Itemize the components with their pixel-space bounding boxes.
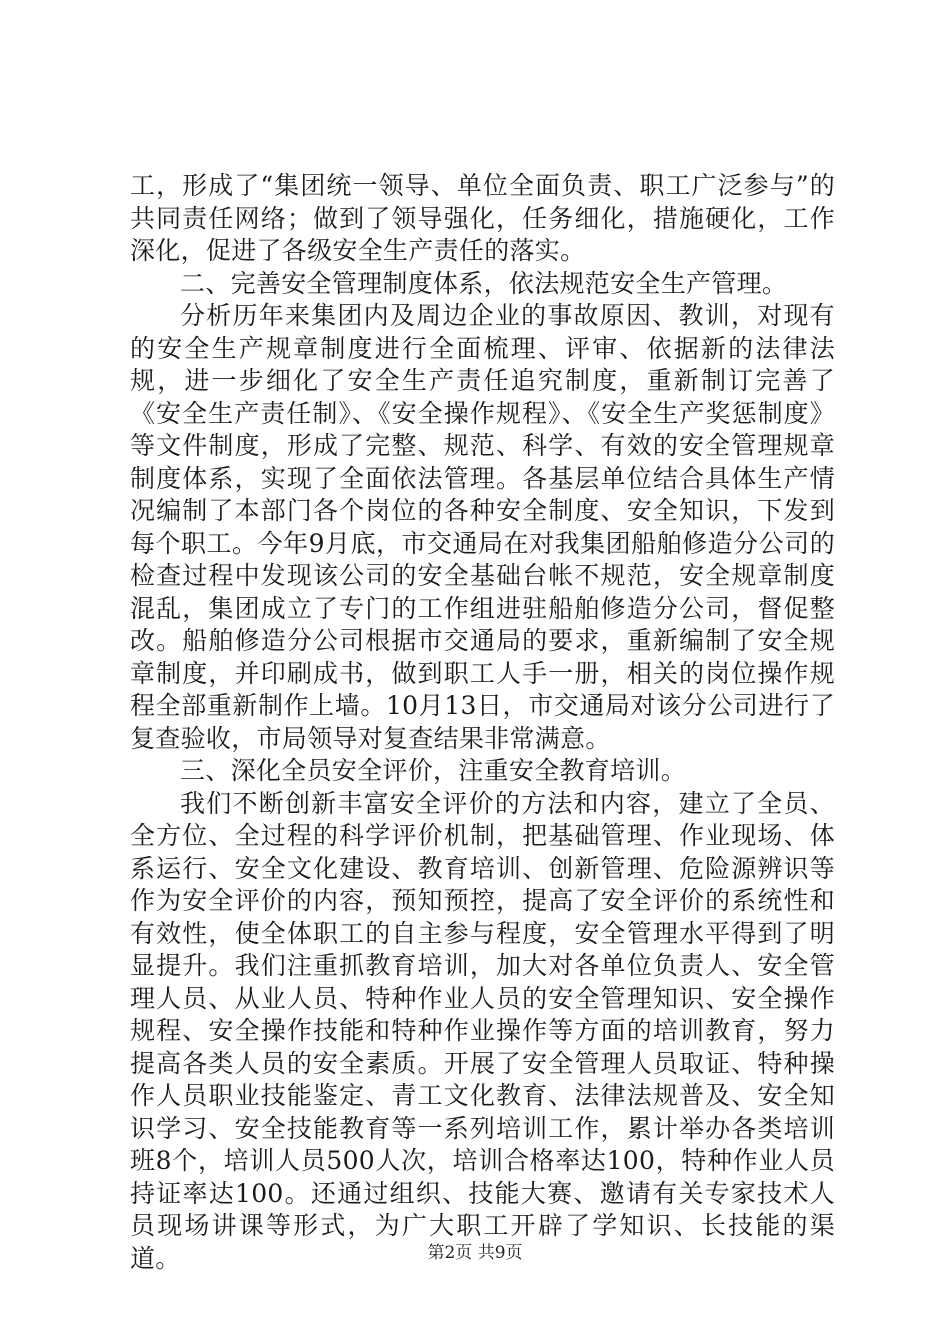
paragraph-safety-rules: 分析历年来集团内及周边企业的事故原因、教训，对现有的安全生产规章制度进行全面梳理、评审、依据新的法律法规，进一步细化了安全生产责任追究制度，重新制订完善了《安全生产责任制》、《安全操作规程》、《安全生产奖惩制度》等文件制度，形成了完整、规范、科学、有效的安全管理规章制度体系，实现了全面依法管理。各基层单位结合具体生产情况编制了本部门各个岗位的各种安全制度、安全知识，下发到每个职工。今年9月底，市交通局在对我集团船舶修造分公司的检查过程中发现该公司的安全基础台帐不规范，安全规章制度混乱，集团成立了专门的工作组进驻船舶修造分公司，督促整改。船舶修造分公司根据市交通局的要求，重新编制了安全规章制度，并印刷成书，做到职工人手一册，相关的岗位操作规程全部重新制作上墙。10月13日，市交通局对该分公司进行了复查验收，市局领导对复查结果非常满意。 xyxy=(130,301,835,753)
section-heading-2: 二、完善安全管理制度体系，依法规范安全生产管理。 xyxy=(180,268,788,298)
page-number-footer: 第2页 共9页 xyxy=(427,1243,523,1263)
section-heading-3: 三、深化全员安全评价，注重安全教育培训。 xyxy=(180,756,687,785)
paragraph-continuation: 工，形成了“集团统一领导、单位全面负责、职工广泛参与”的共同责任网络；做到了领导强化，任务细化，措施硬化，工作深化，促进了各级安全生产责任的落实。 xyxy=(130,171,835,265)
document-body xyxy=(130,170,835,1275)
paragraph-safety-training: 我们不断创新丰富安全评价的方法和内容，建立了全员、全方位、全过程的科学评价机制，把基础管理、作业现场、体系运行、安全文化建设、教育培训、创新管理、危险源辨识等作为安全评价的内容，预知预控，提高了安全评价的系统性和有效性，使全体职工的自主参与程度，安全管理水平得到了明显提升。我们注重抓教育培训，加大对各单位负责人、安全管理人员、从业人员、特种作业人员的安全管理知识、安全操作规程、安全操作技能和特种作业操作等方面的培训教育，努力提高各类人员的安全素质。开展了安全管理人员取证、特种操作人员职业技能鉴定、青工文化教育、法律法规普及、安全知识学习、安全技能教育等一系列培训工作，累计举办各类培训班8个，培训人员500人次，培训合格率达100，特种作业人员持证率达100。还通过组织、技能大赛、邀请有关专家技术人员现场讲课等形式，为广大职工开辟了学知识、长技能的渠道。 xyxy=(130,788,835,1273)
